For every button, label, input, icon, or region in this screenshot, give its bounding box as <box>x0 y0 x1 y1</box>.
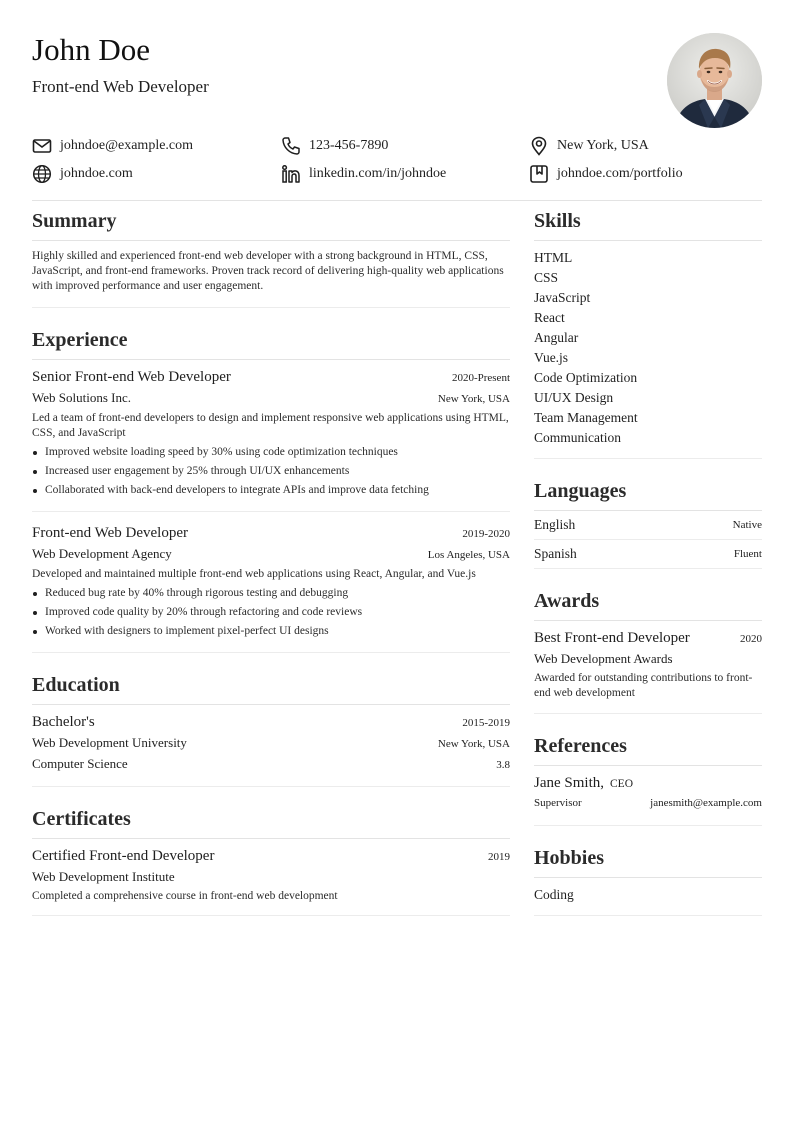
language-level: Fluent <box>733 548 762 560</box>
contact-linkedin[interactable] <box>281 160 446 188</box>
main-column <box>32 201 510 916</box>
field-of-study: Computer Science <box>32 756 128 771</box>
side-column <box>534 201 762 916</box>
certificate-description: Completed a comprehensive course in front-end web development <box>32 890 338 902</box>
skill-item: UI/UX Design <box>534 390 614 405</box>
contact-portfolio-text: johndoe.com/portfolio <box>557 166 683 181</box>
contact-location <box>529 132 649 160</box>
skill-item: Team Management <box>534 410 638 425</box>
awards-heading: Awards <box>534 581 762 621</box>
candidate-title: Front-end Web Developer <box>32 77 209 96</box>
contact-website[interactable] <box>32 160 133 188</box>
job-dates: 2020-Present <box>451 372 510 384</box>
summary-text: Highly skilled and experienced front-end web developer with a strong background in HTML, CSS, JavaScript, and front-end frameworks. Proven track record of delivering high-quality web applications with improved performance and user engagement. <box>32 241 510 308</box>
skill-item: Angular <box>534 330 579 345</box>
skill-item: React <box>534 310 565 325</box>
skill-item: CSS <box>534 270 559 285</box>
contact-phone[interactable] <box>281 132 388 160</box>
achievement-item: Increased user engagement by 25% through UI/UX enhancements <box>32 462 510 481</box>
avatar-photo <box>667 33 762 128</box>
hobbies-section <box>534 838 762 916</box>
experience-entry <box>32 360 510 512</box>
achievement-item: Worked with designers to implement pixel-perfect UI designs <box>32 622 510 641</box>
language-name: Spanish <box>534 546 577 561</box>
languages-heading: Languages <box>534 471 762 511</box>
skill-list <box>534 241 762 459</box>
job-description: Developed and maintained multiple front-end web applications using React, Angular, and Vue.js <box>32 568 476 580</box>
certificate-year: 2019 <box>488 851 510 863</box>
skill-item: HTML <box>534 250 573 265</box>
reference-name: Jane Smith, <box>534 775 604 791</box>
achievement-list <box>32 443 510 500</box>
certificate-issuer: Web Development Institute <box>32 869 175 884</box>
certificate-entry <box>32 839 510 916</box>
achievement-item: Reduced bug rate by 40% through rigorous testing and debugging <box>32 584 510 603</box>
certificates-heading: Certificates <box>32 799 510 839</box>
skill-item: JavaScript <box>534 290 591 305</box>
contact-portfolio[interactable] <box>529 160 683 188</box>
globe-icon <box>32 164 52 184</box>
candidate-name: John Doe <box>32 32 150 67</box>
mail-icon <box>32 136 52 156</box>
contact-email-text: johndoe@example.com <box>60 138 194 153</box>
award-title: Best Front-end Developer <box>534 630 690 646</box>
award-year: 2020 <box>740 633 762 645</box>
contact-linkedin-text: linkedin.com/in/johndoe <box>309 166 447 181</box>
job-title: Front-end Web Developer <box>32 525 188 541</box>
award-entry <box>534 621 762 714</box>
summary-heading: Summary <box>32 201 510 241</box>
reference-entry <box>534 766 762 826</box>
job-location: Los Angeles, USA <box>427 549 510 561</box>
phone-icon <box>281 136 301 156</box>
certificate-title: Certified Front-end Developer <box>32 848 215 864</box>
contact-email[interactable] <box>32 132 193 160</box>
language-row <box>534 540 762 569</box>
education-section <box>32 665 510 787</box>
references-section <box>534 726 762 826</box>
awards-section <box>534 581 762 714</box>
degree: Bachelor's <box>32 714 95 730</box>
resume-page <box>32 0 762 1123</box>
education-heading: Education <box>32 665 510 705</box>
summary-section <box>32 201 510 308</box>
reference-position: CEO <box>610 778 633 790</box>
references-heading: References <box>534 726 762 766</box>
contact-phone-text: 123-456-7890 <box>309 138 389 153</box>
skill-item: Vue.js <box>534 350 569 365</box>
portfolio-icon <box>529 164 549 184</box>
achievement-item: Improved website loading speed by 30% using code optimization techniques <box>32 443 510 462</box>
company-name: Web Solutions Inc. <box>32 390 131 405</box>
location-pin-icon <box>529 136 549 156</box>
experience-entry <box>32 512 510 653</box>
achievement-list <box>32 584 510 641</box>
company-name: Web Development Agency <box>32 546 172 561</box>
job-dates: 2019-2020 <box>462 528 510 540</box>
language-row <box>534 511 762 540</box>
achievement-item: Collaborated with back-end developers to integrate APIs and improve data fetching <box>32 481 510 500</box>
job-title: Senior Front-end Web Developer <box>32 369 231 385</box>
award-issuer: Web Development Awards <box>534 651 673 666</box>
job-description: Led a team of front-end developers to design and implement responsive web applications using HTML, CSS, and JavaScript <box>32 412 509 439</box>
education-entry <box>32 705 510 787</box>
linkedin-icon <box>281 164 301 184</box>
language-level: Native <box>732 519 762 531</box>
hobby-item: Coding <box>534 878 762 916</box>
skills-section <box>534 201 762 459</box>
skill-item: Communication <box>534 430 621 445</box>
gpa: 3.8 <box>496 759 510 771</box>
skill-item: Code Optimization <box>534 370 638 385</box>
school-location: New York, USA <box>437 738 510 750</box>
certificates-section <box>32 799 510 916</box>
contact-website-text: johndoe.com <box>60 166 133 181</box>
reference-relation: Supervisor <box>534 797 582 809</box>
achievement-item: Improved code quality by 20% through refactoring and code reviews <box>32 603 510 622</box>
award-description: Awarded for outstanding contributions to front-end web development <box>534 672 753 699</box>
language-name: English <box>534 517 576 532</box>
education-dates: 2015-2019 <box>462 717 510 729</box>
reference-email[interactable]: janesmith@example.com <box>650 797 762 809</box>
avatar <box>667 33 762 128</box>
contact-location-text: New York, USA <box>557 138 649 153</box>
job-location: New York, USA <box>437 393 510 405</box>
hobbies-heading: Hobbies <box>534 838 762 878</box>
skills-heading: Skills <box>534 201 762 241</box>
school-name: Web Development University <box>32 735 187 750</box>
experience-heading: Experience <box>32 320 510 360</box>
experience-section <box>32 320 510 653</box>
languages-section <box>534 471 762 569</box>
